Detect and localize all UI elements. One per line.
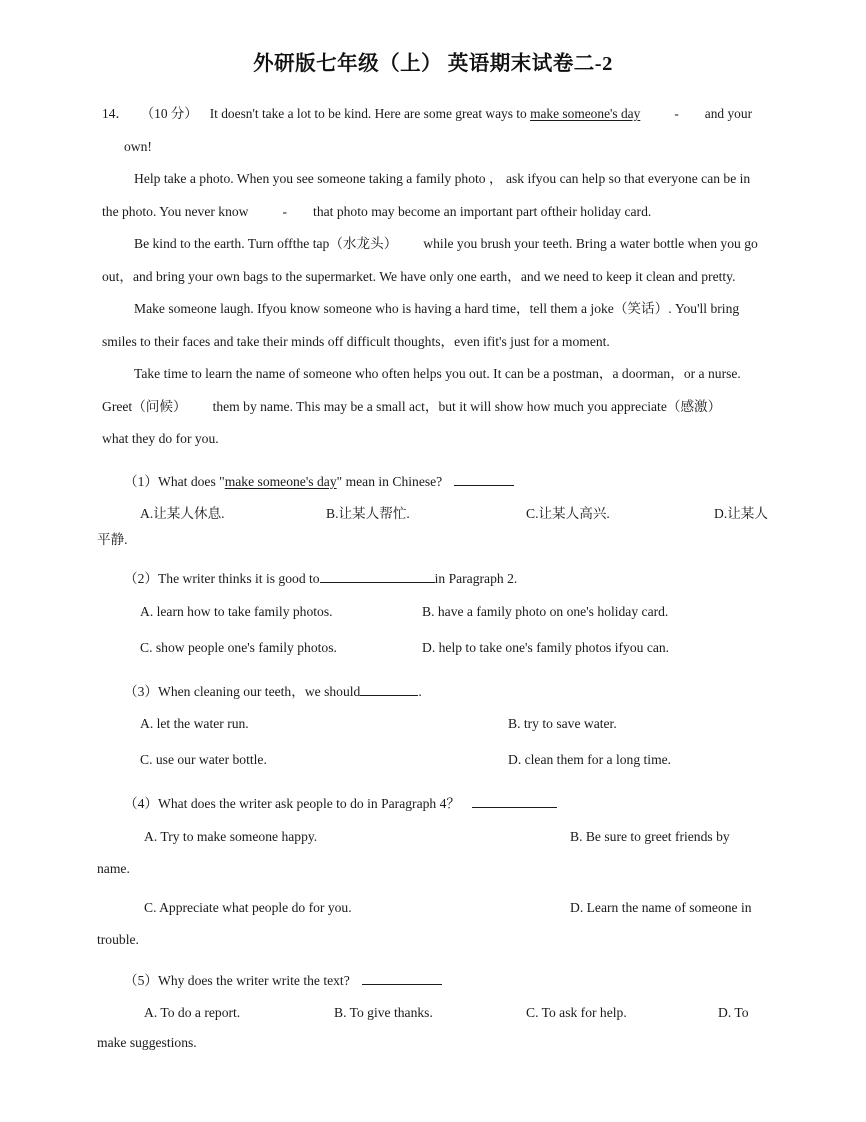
p1-line1: Help take a photo. When you see someone taking a family photo ， ask ifyou can help so that everyone <box>134 171 698 186</box>
question-4-option-c[interactable]: C. Appreciate what people do for you. <box>144 899 352 915</box>
question-1-underlined-phrase: make someone's day <box>224 473 337 489</box>
question-1-answer-blank[interactable] <box>454 472 514 486</box>
question-5-answer-blank[interactable] <box>362 971 442 985</box>
intro-line-2: own! <box>124 138 152 154</box>
p4-line2a: nurse. Greet（问候） <box>102 366 741 414</box>
passage-paragraph-2 <box>102 228 769 293</box>
question-2-option-d[interactable]: D. help to take one's family photos ifyou can. <box>422 639 670 655</box>
question-2-option-c[interactable]: C. show people one's family photos. <box>140 639 337 655</box>
question-2-answer-blank[interactable] <box>320 569 435 583</box>
intro-underlined-phrase: make someone's day <box>530 106 641 121</box>
question-1-label: （1） <box>124 473 158 489</box>
question-5-option-d[interactable]: D. To <box>718 1005 749 1020</box>
question-5-option-b[interactable]: B. To give thanks. <box>334 1005 433 1020</box>
passage-paragraph-1 <box>102 163 769 228</box>
question-1 <box>97 466 769 552</box>
question-3 <box>102 676 769 781</box>
intro-text-part2: and your <box>704 106 753 121</box>
question-3-options-row-1 <box>102 708 769 744</box>
question-number: 14． <box>102 106 129 121</box>
question-3-option-c[interactable]: C. use our water bottle. <box>140 752 267 767</box>
p3-line2: You'll bring smiles to their faces and take their minds off difficult thoughts，even ifit's just for a moment. <box>102 301 740 349</box>
question-5-options <box>102 997 769 1031</box>
question-4-options-row-1 <box>102 821 769 857</box>
question-5-stem-a: Why does the writer write the text? <box>157 972 350 988</box>
question-4-stem <box>102 788 769 821</box>
question-2-option-a[interactable]: A. learn how to take family photos. <box>140 603 333 619</box>
question-4-answer-blank[interactable] <box>472 794 557 808</box>
question-4-option-b[interactable]: B. Be sure to greet friends by <box>570 828 730 844</box>
p2-line3: clean and pretty. <box>646 268 736 284</box>
passage-paragraph-4 <box>102 358 769 456</box>
question-3-option-a[interactable]: A. let the water run. <box>140 716 249 731</box>
question-3-option-d[interactable]: D. clean them for a long time. <box>508 752 672 767</box>
question-2-options-row-2 <box>102 632 769 668</box>
question-3-stem <box>102 676 769 709</box>
question-3-stem-a: When cleaning our teeth，we should <box>157 683 361 699</box>
passage-paragraph-3 <box>102 293 769 358</box>
p4-line3a: appreciate（感激） <box>611 398 722 414</box>
question-5-option-d-wrap: make suggestions. <box>97 1035 197 1050</box>
question-4-label: （4） <box>124 796 158 811</box>
document-body <box>97 98 769 1054</box>
p1-line2b: that photo may become an important part oftheir holiday card. <box>313 203 652 219</box>
question-3-options-row-2 <box>102 744 769 780</box>
question-1-stem <box>102 466 769 499</box>
question-3-stem-b: . <box>418 683 422 699</box>
question-1-stem-a: What does " <box>157 473 225 489</box>
intro-text-part1: It doesn't take a lot to be kind. Here are some great ways to <box>209 106 527 121</box>
page-title: 外研版七年级（上） 英语期末试卷二-2 <box>253 53 613 75</box>
question-1-option-c[interactable]: C.让某人高兴. <box>526 506 610 521</box>
question-4-option-a[interactable]: A. Try to make someone happy. <box>144 828 318 844</box>
question-1-options <box>102 498 769 528</box>
p2-line2: you go out，and bring your own bags to the supermarket. We have only one earth，and we need to keep it <box>102 236 758 284</box>
question-5-option-a[interactable]: A. To do a report. <box>144 1005 241 1020</box>
question-5-stem <box>102 965 769 998</box>
question-1-option-a[interactable]: A.让某人休息. <box>140 506 225 521</box>
question-3-option-b[interactable]: B. try to save water. <box>508 716 617 731</box>
question-1-option-d-wrap: 平静. <box>97 532 128 547</box>
p4-line2b: them by name. This may be a small act，but it will show how much you <box>212 398 608 414</box>
p2-line1b: while you brush your teeth. Bring a water bottle when <box>423 236 718 251</box>
question-2-options-row-1 <box>102 596 769 632</box>
question-2 <box>102 563 769 668</box>
p3-line1: Make someone laugh. Ifyou know someone who is having a hard time，tell them a joke（笑话）. <box>134 301 672 316</box>
question-4 <box>97 788 769 951</box>
question-1-option-b[interactable]: B.让某人帮忙. <box>326 506 410 521</box>
question-1-stem-b: " mean in Chinese? <box>336 473 443 489</box>
question-5-label: （5） <box>124 972 158 988</box>
question-4-option-d[interactable]: D. Learn the name of someone in <box>570 899 752 915</box>
p2-line1a: Be kind to the earth. Turn offthe tap（水龙头） <box>134 236 398 251</box>
p1-dash: - <box>282 203 288 219</box>
question-2-label: （2） <box>124 571 158 586</box>
question-2-stem-b: in Paragraph 2. <box>434 571 518 586</box>
question-14-intro <box>102 98 769 131</box>
question-4-option-b-wrap: name. <box>97 860 130 876</box>
question-5-option-c[interactable]: C. To ask for help. <box>526 1005 627 1020</box>
question-3-label: （3） <box>124 683 158 699</box>
question-2-stem <box>102 563 769 596</box>
question-3-answer-blank[interactable] <box>360 682 418 696</box>
question-4-stem-a: What does the writer ask people to do in Paragraph 4？ <box>157 796 460 811</box>
question-2-stem-a: The writer thinks it is good to <box>157 571 320 586</box>
intro-dash: - <box>674 106 679 121</box>
p1-line2a: can be in the photo. You never know <box>102 171 751 219</box>
p4-line1: Take time to learn the name of someone who often helps you out. It can be a postman，a doorman，or a <box>134 366 705 381</box>
question-4-options-row-2 <box>102 892 769 928</box>
question-1-option-d[interactable]: D.让某人 <box>714 506 768 521</box>
question-score: （10 分） <box>140 106 198 121</box>
question-2-option-b[interactable]: B. have a family photo on one's holiday card. <box>422 603 669 619</box>
question-5 <box>97 965 769 1055</box>
p4-line3b: what they do for you. <box>102 431 219 446</box>
question-4-option-d-wrap: trouble. <box>97 931 139 947</box>
